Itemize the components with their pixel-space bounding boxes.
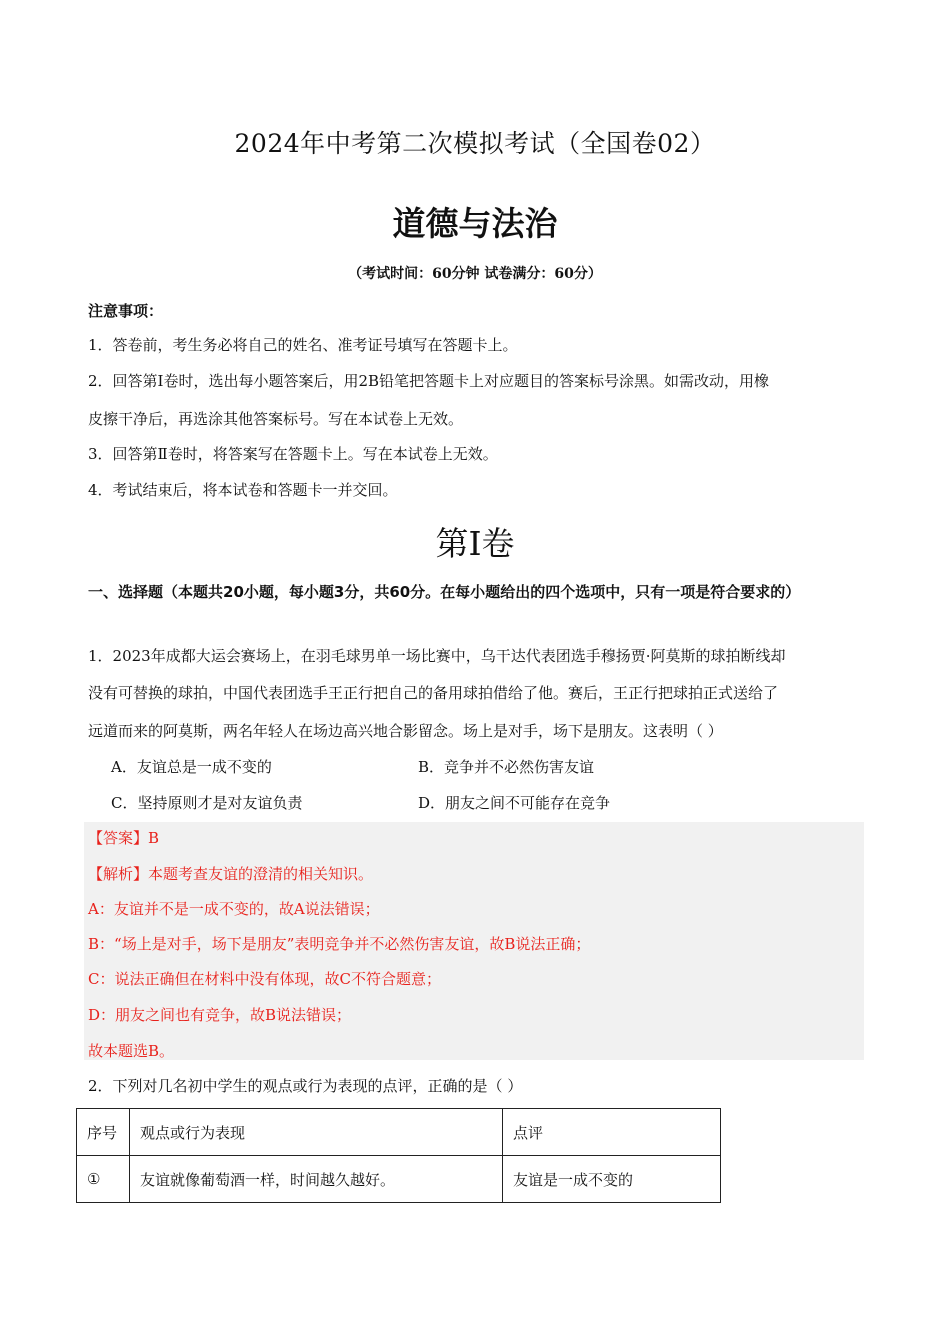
- exam-title: 2024年中考第二次模拟考试（全国卷02）: [234, 129, 716, 158]
- table-cell: 友谊就像葡萄酒一样，时间越久越好。: [130, 1156, 503, 1203]
- table-cell: 友谊是一成不变的: [503, 1156, 721, 1203]
- table-cell: ①: [77, 1156, 130, 1203]
- question-1-stem: 没有可替换的球拍，中国代表团选手王正行把自己的备用球拍借给了他。赛后，王正行把球拍正式送给了: [88, 684, 779, 702]
- table-header-cell: 点评: [503, 1109, 721, 1156]
- table-header-row: [77, 1109, 721, 1156]
- question-1-stem: 1．2023年成都大运会赛场上，在羽毛球男单一场比赛中，乌干达代表团选手穆扬贾·阿莫斯的球拍断线却: [88, 647, 786, 665]
- part-heading: 一、选择题（本题共20小题，每小题3分，共60分。在每小题给出的四个选项中，只有一项是符合要求的）: [88, 583, 801, 601]
- question-1-stem: 远道而来的阿莫斯，两名年轻人在场边高兴地合影留念。场上是对手，场下是朋友。这表明（ ）: [88, 722, 723, 740]
- analysis-line: B：“场上是对手，场下是朋友”表明竞争并不必然伤害友谊，故B说法正确；: [88, 935, 591, 953]
- note-item: 4．考试结束后，将本试卷和答题卡一并交回。: [88, 481, 398, 499]
- analysis-line: C：说法正确但在材料中没有体现，故C不符合题意；: [88, 970, 441, 988]
- subject-title: 道德与法治: [392, 204, 558, 243]
- note-item: 2．回答第Ⅰ卷时，选出每小题答案后，用2B铅笔把答题卡上对应题目的答案标号涂黑。如需改动，用橡: [88, 372, 770, 390]
- review-table: [76, 1108, 721, 1203]
- option-a: A．友谊总是一成不变的: [111, 758, 272, 776]
- option-c: C．坚持原则才是对友谊负责: [111, 794, 303, 812]
- analysis-line: D：朋友之间也有竞争，故B说法错误；: [88, 1006, 352, 1024]
- note-item-continued: 皮擦干净后，再选涂其他答案标号。写在本试卷上无效。: [88, 410, 464, 428]
- analysis-line: 【解析】本题考查友谊的澄清的相关知识。: [88, 865, 374, 883]
- analysis-conclusion: 故本题选B。: [88, 1042, 175, 1060]
- note-item: 1．答卷前，考生务必将自己的姓名、准考证号填写在答题卡上。: [88, 336, 518, 354]
- question-2-stem: 2．下列对几名初中学生的观点或行为表现的点评，正确的是（ ）: [88, 1077, 523, 1095]
- section-title: 第Ⅰ卷: [435, 524, 515, 563]
- option-b: B．竞争并不必然伤害友谊: [418, 758, 595, 776]
- table-row: [77, 1156, 721, 1203]
- answer-line: 【答案】B: [88, 829, 160, 847]
- analysis-line: A：友谊并不是一成不变的，故A说法错误；: [88, 900, 380, 918]
- exam-info: （考试时间：60分钟 试卷满分：60分）: [348, 266, 602, 282]
- option-d: D．朋友之间不可能存在竞争: [418, 794, 611, 812]
- note-item: 3．回答第Ⅱ卷时，将答案写在答题卡上。写在本试卷上无效。: [88, 445, 498, 463]
- table-header-cell: 观点或行为表现: [130, 1109, 503, 1156]
- notes-heading: 注意事项：: [88, 302, 164, 320]
- table-header-cell: 序号: [77, 1109, 130, 1156]
